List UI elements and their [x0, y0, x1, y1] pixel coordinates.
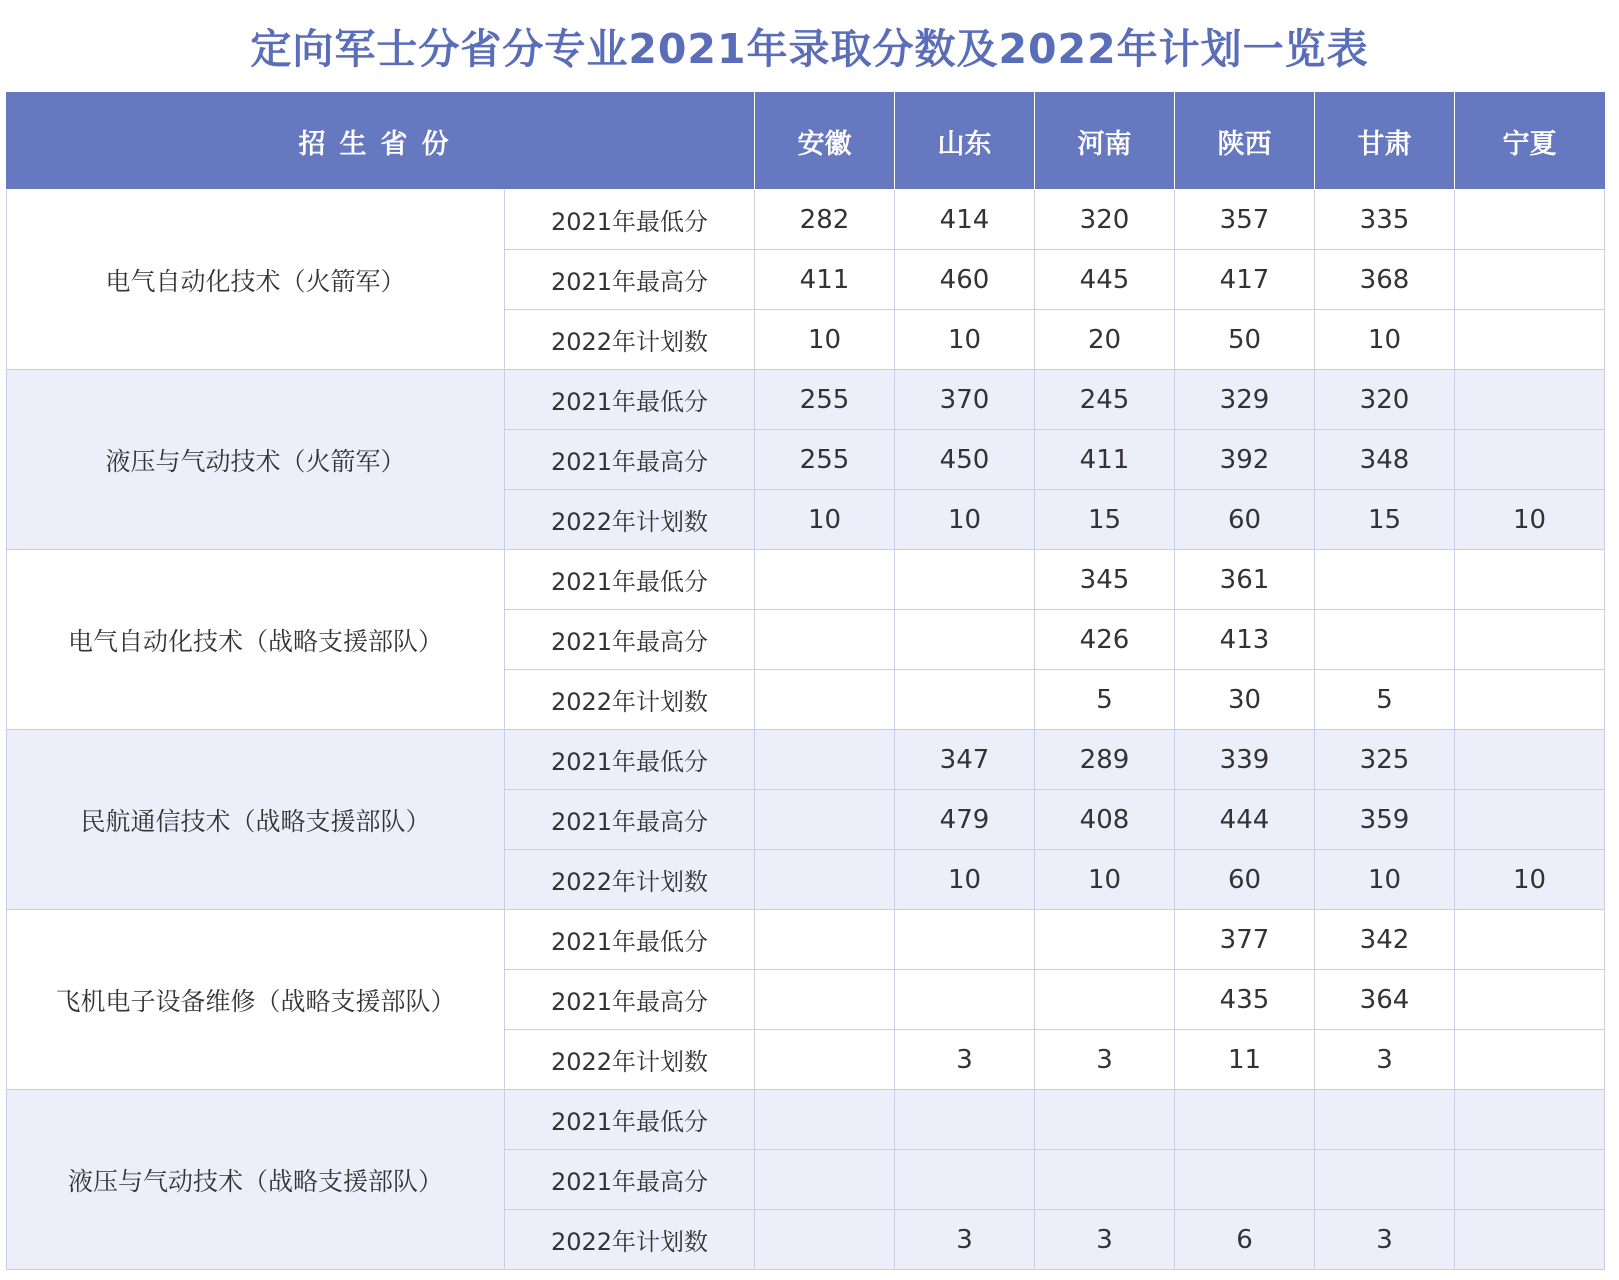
value-cell: 479	[895, 790, 1035, 850]
value-cell	[1455, 730, 1605, 790]
value-cell	[895, 1090, 1035, 1150]
table-row	[7, 190, 1605, 250]
value-cell: 10	[895, 490, 1035, 550]
value-cell: 320	[1035, 190, 1175, 250]
metric-label-cell: 2022年计划数	[505, 1210, 755, 1270]
value-cell	[1315, 1090, 1455, 1150]
value-cell	[1455, 250, 1605, 310]
value-cell: 348	[1315, 430, 1455, 490]
metric-label-cell: 2021年最低分	[505, 730, 755, 790]
value-cell	[1035, 1090, 1175, 1150]
value-cell	[755, 1150, 895, 1210]
value-cell: 30	[1175, 670, 1315, 730]
value-cell: 5	[1035, 670, 1175, 730]
metric-label-cell: 2021年最低分	[505, 370, 755, 430]
value-cell: 325	[1315, 730, 1455, 790]
metric-label-cell: 2021年最高分	[505, 250, 755, 310]
metric-label-cell: 2021年最低分	[505, 1090, 755, 1150]
value-cell: 444	[1175, 790, 1315, 850]
value-cell	[1455, 670, 1605, 730]
metric-label-cell: 2021年最高分	[505, 790, 755, 850]
column-header-province: 陕西	[1175, 93, 1315, 190]
metric-label-cell: 2022年计划数	[505, 1030, 755, 1090]
table-header-row	[7, 93, 1605, 190]
value-cell	[755, 850, 895, 910]
value-cell	[1455, 370, 1605, 430]
value-cell	[1035, 970, 1175, 1030]
value-cell: 460	[895, 250, 1035, 310]
value-cell: 413	[1175, 610, 1315, 670]
table-row	[7, 550, 1605, 610]
value-cell: 411	[1035, 430, 1175, 490]
value-cell: 414	[895, 190, 1035, 250]
column-header-province: 河南	[1035, 93, 1175, 190]
value-cell: 3	[1315, 1210, 1455, 1270]
value-cell: 10	[1455, 490, 1605, 550]
major-name-cell: 液压与气动技术（火箭军）	[7, 370, 505, 550]
value-cell: 10	[895, 850, 1035, 910]
major-name-cell: 电气自动化技术（火箭军）	[7, 190, 505, 370]
major-name-cell: 液压与气动技术（战略支援部队）	[7, 1090, 505, 1270]
value-cell: 6	[1175, 1210, 1315, 1270]
value-cell	[1315, 550, 1455, 610]
value-cell	[1455, 1150, 1605, 1210]
value-cell: 450	[895, 430, 1035, 490]
value-cell: 417	[1175, 250, 1315, 310]
table-body	[7, 190, 1605, 1270]
value-cell: 20	[1035, 310, 1175, 370]
value-cell	[1315, 1150, 1455, 1210]
value-cell	[1455, 1090, 1605, 1150]
value-cell: 426	[1035, 610, 1175, 670]
value-cell	[755, 1090, 895, 1150]
value-cell	[1455, 970, 1605, 1030]
value-cell: 335	[1315, 190, 1455, 250]
metric-label-cell: 2021年最高分	[505, 1150, 755, 1210]
value-cell: 3	[895, 1030, 1035, 1090]
value-cell: 361	[1175, 550, 1315, 610]
value-cell	[895, 1150, 1035, 1210]
value-cell: 411	[755, 250, 895, 310]
value-cell: 435	[1175, 970, 1315, 1030]
value-cell: 50	[1175, 310, 1315, 370]
metric-label-cell: 2021年最低分	[505, 910, 755, 970]
table-row	[7, 370, 1605, 430]
column-header-province: 甘肃	[1315, 93, 1455, 190]
value-cell: 10	[1315, 850, 1455, 910]
value-cell: 3	[1315, 1030, 1455, 1090]
value-cell: 3	[895, 1210, 1035, 1270]
metric-label-cell: 2022年计划数	[505, 490, 755, 550]
value-cell: 10	[1315, 310, 1455, 370]
value-cell: 357	[1175, 190, 1315, 250]
value-cell: 392	[1175, 430, 1315, 490]
value-cell	[755, 670, 895, 730]
value-cell	[895, 550, 1035, 610]
value-cell: 320	[1315, 370, 1455, 430]
value-cell: 10	[1455, 850, 1605, 910]
value-cell: 10	[895, 310, 1035, 370]
value-cell: 347	[895, 730, 1035, 790]
value-cell: 60	[1175, 850, 1315, 910]
value-cell: 359	[1315, 790, 1455, 850]
value-cell: 60	[1175, 490, 1315, 550]
major-name-cell: 飞机电子设备维修（战略支援部队）	[7, 910, 505, 1090]
value-cell: 339	[1175, 730, 1315, 790]
major-name-cell: 电气自动化技术（战略支援部队）	[7, 550, 505, 730]
value-cell	[895, 910, 1035, 970]
value-cell	[1455, 790, 1605, 850]
column-header-province: 宁夏	[1455, 93, 1605, 190]
value-cell: 10	[755, 490, 895, 550]
value-cell: 15	[1035, 490, 1175, 550]
metric-label-cell: 2021年最低分	[505, 190, 755, 250]
value-cell	[1455, 910, 1605, 970]
table-row	[7, 910, 1605, 970]
value-cell	[755, 1210, 895, 1270]
value-cell: 255	[755, 430, 895, 490]
value-cell: 364	[1315, 970, 1455, 1030]
value-cell: 289	[1035, 730, 1175, 790]
value-cell: 245	[1035, 370, 1175, 430]
table-row	[7, 730, 1605, 790]
value-cell	[755, 610, 895, 670]
value-cell: 368	[1315, 250, 1455, 310]
value-cell: 10	[755, 310, 895, 370]
value-cell	[895, 610, 1035, 670]
value-cell: 5	[1315, 670, 1455, 730]
value-cell	[1455, 430, 1605, 490]
metric-label-cell: 2021年最高分	[505, 430, 755, 490]
value-cell	[1455, 190, 1605, 250]
value-cell	[1455, 310, 1605, 370]
value-cell: 345	[1035, 550, 1175, 610]
value-cell	[1315, 610, 1455, 670]
value-cell	[895, 970, 1035, 1030]
column-header-province: 安徽	[755, 93, 895, 190]
value-cell: 10	[1035, 850, 1175, 910]
value-cell	[755, 730, 895, 790]
metric-label-cell: 2022年计划数	[505, 310, 755, 370]
value-cell	[755, 1030, 895, 1090]
admission-table	[6, 92, 1605, 1270]
value-cell: 370	[895, 370, 1035, 430]
value-cell: 408	[1035, 790, 1175, 850]
value-cell: 3	[1035, 1030, 1175, 1090]
value-cell: 445	[1035, 250, 1175, 310]
value-cell: 3	[1035, 1210, 1175, 1270]
metric-label-cell: 2021年最高分	[505, 610, 755, 670]
value-cell	[755, 910, 895, 970]
value-cell	[755, 550, 895, 610]
value-cell: 342	[1315, 910, 1455, 970]
metric-label-cell: 2021年最高分	[505, 970, 755, 1030]
value-cell	[1455, 610, 1605, 670]
page-title: 定向军士分省分专业2021年录取分数及2022年计划一览表	[250, 24, 1369, 73]
value-cell: 255	[755, 370, 895, 430]
header-corner-label: 招生省份	[7, 93, 755, 190]
value-cell	[1455, 1210, 1605, 1270]
column-header-province: 山东	[895, 93, 1035, 190]
value-cell	[1175, 1150, 1315, 1210]
value-cell	[755, 970, 895, 1030]
value-cell: 329	[1175, 370, 1315, 430]
value-cell: 282	[755, 190, 895, 250]
value-cell	[1455, 550, 1605, 610]
major-name-cell: 民航通信技术（战略支援部队）	[7, 730, 505, 910]
value-cell	[1035, 1150, 1175, 1210]
value-cell: 377	[1175, 910, 1315, 970]
table-row	[7, 1090, 1605, 1150]
value-cell	[755, 790, 895, 850]
value-cell	[1035, 910, 1175, 970]
value-cell: 15	[1315, 490, 1455, 550]
value-cell	[1175, 1090, 1315, 1150]
metric-label-cell: 2022年计划数	[505, 850, 755, 910]
value-cell	[1455, 1030, 1605, 1090]
metric-label-cell: 2021年最低分	[505, 550, 755, 610]
metric-label-cell: 2022年计划数	[505, 670, 755, 730]
value-cell: 11	[1175, 1030, 1315, 1090]
value-cell	[895, 670, 1035, 730]
